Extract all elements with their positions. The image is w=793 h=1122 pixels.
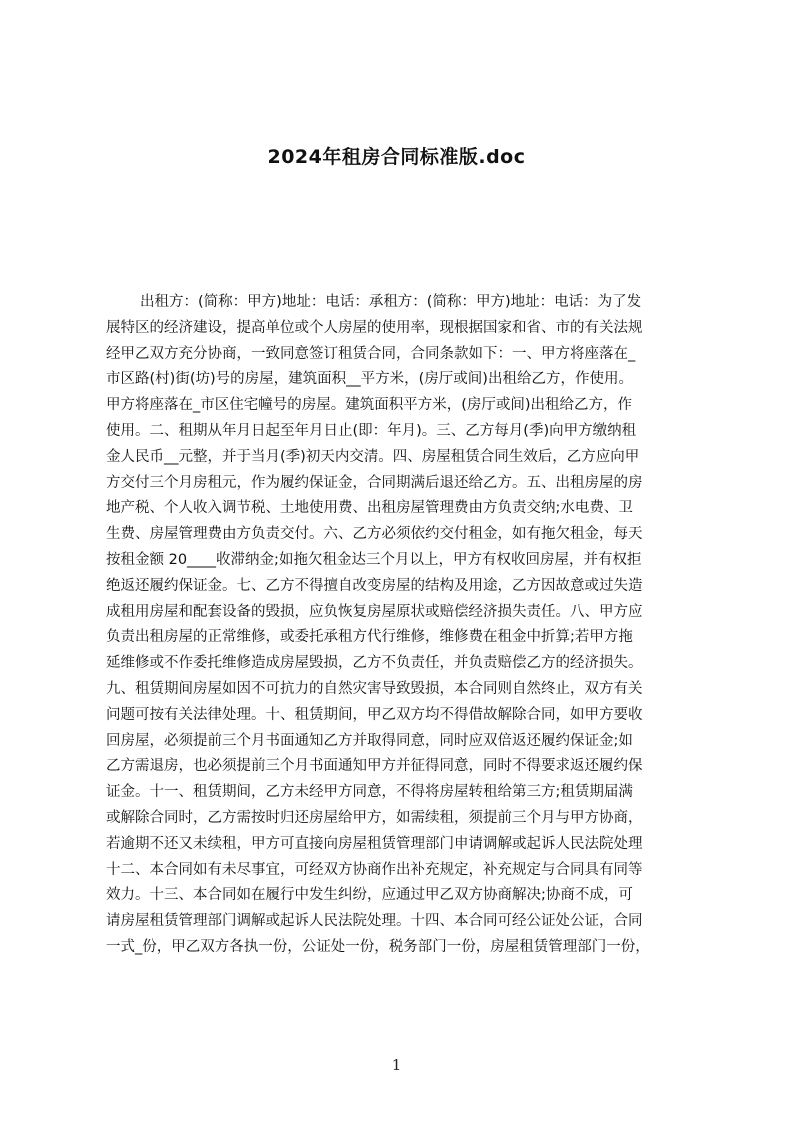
body-line: 经甲乙双方充分协商，一致同意签订租赁合同，合同条款如下：一、甲方将座落在_ [106, 345, 636, 362]
body-line: 十二、本合同如有未尽事宜，可经双方协商作出补充规定，补充规定与合同具有同等 [106, 861, 643, 878]
body-line: 一式_份，甲乙双方各执一份，公证处一份，税务部门一份，房屋租赁管理部门一份， [106, 938, 650, 955]
body-line: 使用。二、租期从年月日起至年月日止(即：年月)。三、乙方每月(季)向甲方缴纳租 [106, 422, 637, 439]
body-line: 成租用房屋和配套设备的毁损，应负恢复房屋原状或赔偿经济损失责任。八、甲方应 [106, 603, 643, 620]
body-line: 金人民币__元整，并于当月(季)初天内交清。四、房屋租赁合同生效后，乙方应向甲 [106, 448, 640, 465]
body-line: 市区路(村)街(坊)号的房屋，建筑面积__平方米，(房厅或间)出租给乙方，作使用。 [106, 371, 633, 388]
body-line: 或解除合同时，乙方需按时归还房屋给甲方，如需续租，须提前三个月与甲方协商， [106, 809, 643, 826]
body-line: 负责出租房屋的正常维修，或委托承租方代行维修，维修费在租金中折算;若甲方拖 [106, 629, 633, 646]
body-line: 按租金额 20____收滞纳金;如拖欠租金达三个月以上，甲方有权收回房屋，并有权拒 [106, 551, 642, 568]
body-line: 甲方将座落在_市区住宅幢号的房屋。建筑面积平方米，(房厅或间)出租给乙方，作 [106, 397, 633, 414]
body-line: 若逾期不还又未续租，甲方可直接向房屋租赁管理部门申请调解或起诉人民法院处理 [106, 835, 643, 852]
page-number: 1 [391, 1056, 402, 1074]
document-body [106, 290, 698, 961]
document-title: 2024年租房合同标准版.doc [267, 146, 526, 168]
body-line: 延维修或不作委托维修造成房屋毁损，乙方不负责任，并负责赔偿乙方的经济损失。 [106, 655, 643, 672]
body-line: 出租方：(简称：甲方)地址：电话：承租方：(简称：甲方)地址：电话：为了发 [140, 294, 642, 310]
body-line: 问题可按有关法律处理。十、租赁期间，甲乙双方均不得借故解除合同，如甲方要收 [106, 706, 643, 723]
body-line: 绝返还履约保证金。七、乙方不得擅自改变房屋的结构及用途，乙方因故意或过失造 [106, 577, 643, 594]
body-line: 地产税、个人收入调节税、土地使用费、出租房屋管理费由方负责交纳;水电费、卫 [106, 500, 633, 517]
body-line: 展特区的经济建设，提高单位或个人房屋的使用率，现根据国家和省、市的有关法规 [106, 319, 643, 336]
body-line: 九、租赁期间房屋如因不可抗力的自然灾害导致毁损，本合同则自然终止，双方有关 [106, 680, 643, 697]
body-line: 乙方需退房，也必须提前三个月书面通知甲方并征得同意，同时不得要求返还履约保 [106, 758, 643, 775]
body-line: 方交付三个月房租元，作为履约保证金，合同期满后退还给乙方。五、出租房屋的房 [106, 474, 643, 491]
body-line: 效力。十三、本合同如在履行中发生纠纷，应通过甲乙双方协商解决;协商不成，可 [106, 887, 633, 904]
body-line: 请房屋租赁管理部门调解或起诉人民法院处理。十四、本合同可经公证处公证，合同 [106, 913, 643, 930]
body-line: 生费、房屋管理费由方负责交付。六、乙方必须依约交付租金，如有拖欠租金，每天 [106, 526, 643, 543]
body-line: 回房屋，必须提前三个月书面通知乙方并取得同意，同时应双倍返还履约保证金;如 [106, 732, 633, 749]
body-line: 证金。十一、租赁期间，乙方未经甲方同意，不得将房屋转租给第三方;租赁期届满 [106, 784, 633, 801]
